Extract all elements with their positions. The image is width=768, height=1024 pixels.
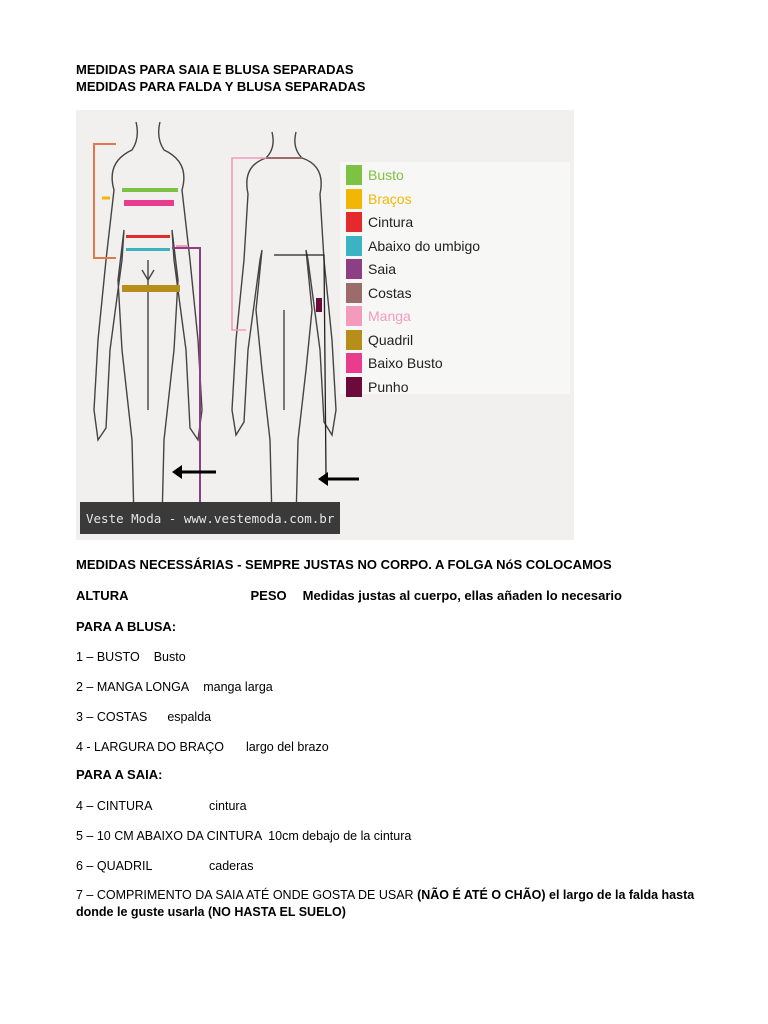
item-es: largo del brazo <box>245 740 329 754</box>
peso-label: PESO <box>250 588 287 603</box>
item-es: 10cm debajo de la cintura <box>268 829 412 843</box>
legend-label: Costas <box>368 284 412 301</box>
item-7-note: (NÃO É ATÉ O CHÃO) el largo de la falda hasta donde le guste usarla (NO HASTA EL SUELO) <box>76 888 695 919</box>
legend-item <box>346 282 412 304</box>
legend-item <box>346 235 480 257</box>
blusa-item <box>76 649 186 665</box>
saia-heading: PARA A SAIA: <box>76 767 163 782</box>
legend-item <box>346 258 396 280</box>
legend-item <box>346 164 404 186</box>
blusa-item <box>76 679 273 695</box>
item-7-pt: 7 – COMPRIMENTO DA SAIA ATÉ ONDE GOSTA DE USAR <box>76 888 418 902</box>
altura-label: ALTURA <box>76 588 129 603</box>
legend-swatch <box>346 306 362 326</box>
item-pt: 4 – CINTURA <box>76 799 153 813</box>
item-es: Busto <box>153 650 186 664</box>
legend-label: Cintura <box>368 214 414 230</box>
legend-item <box>346 211 413 233</box>
legend-swatch <box>346 377 362 397</box>
legend-swatch <box>346 212 362 232</box>
item-es: manga larga <box>203 680 273 694</box>
legend-label: Braços <box>368 190 412 207</box>
item-es: espalda <box>167 710 212 724</box>
item-es: cintura <box>209 799 247 813</box>
legend-swatch <box>346 165 362 185</box>
item-pt: 2 – MANGA LONGA <box>76 680 190 694</box>
blusa-item <box>76 709 211 725</box>
legend-swatch <box>346 283 362 303</box>
legend-label: Manga <box>368 308 411 324</box>
back-figure <box>232 132 336 520</box>
item-pt: 5 – 10 CM ABAIXO DA CINTURA <box>76 829 263 843</box>
peso-note: Medidas justas al cuerpo, ellas añaden lo necesario <box>302 588 622 603</box>
legend-swatch <box>346 330 362 350</box>
legend-label: Saia <box>368 261 397 277</box>
blusa-heading: PARA A BLUSA: <box>76 619 177 634</box>
legend-swatch <box>346 353 362 373</box>
front-figure <box>94 122 202 520</box>
legend-item <box>346 352 443 374</box>
saia-item <box>76 858 253 874</box>
legend-item <box>346 329 413 351</box>
page-title-pt: MEDIDAS PARA SAIA E BLUSA SEPARADAS <box>76 62 354 77</box>
legend-item <box>346 188 412 210</box>
legend-label: Punho <box>368 378 409 395</box>
legend <box>340 162 570 394</box>
item-7 <box>76 887 716 921</box>
item-pt: 4 - LARGURA DO BRAÇO <box>76 740 224 754</box>
item-pt: 6 – QUADRIL <box>76 859 153 873</box>
legend-label: Baixo Busto <box>368 355 443 371</box>
body-measurement-figure <box>76 110 574 540</box>
altura-peso-row <box>76 588 622 604</box>
saia-item <box>76 828 411 844</box>
measures-needed: MEDIDAS NECESSÁRIAS - SEMPRE JUSTAS NO CORPO. A FOLGA NóS COLOCAMOS <box>76 557 612 572</box>
item-es: caderas <box>209 859 254 873</box>
legend-label: Busto <box>368 167 404 183</box>
watermark: Veste Moda - www.vestemoda.com.br <box>80 502 340 534</box>
saia-item <box>76 798 247 814</box>
page-title-es: MEDIDAS PARA FALDA Y BLUSA SEPARADAS <box>76 79 366 94</box>
legend-swatch <box>346 189 362 209</box>
legend-swatch <box>346 236 362 256</box>
item-pt: 3 – COSTAS <box>76 710 148 724</box>
legend-label: Quadril <box>368 331 414 348</box>
legend-label: Abaixo do umbigo <box>368 237 481 254</box>
legend-item <box>346 305 411 327</box>
legend-item <box>346 376 408 398</box>
blusa-item <box>76 739 329 755</box>
legend-swatch <box>346 259 362 279</box>
item-pt: 1 – BUSTO <box>76 650 140 664</box>
front-measure-lines <box>94 144 200 508</box>
